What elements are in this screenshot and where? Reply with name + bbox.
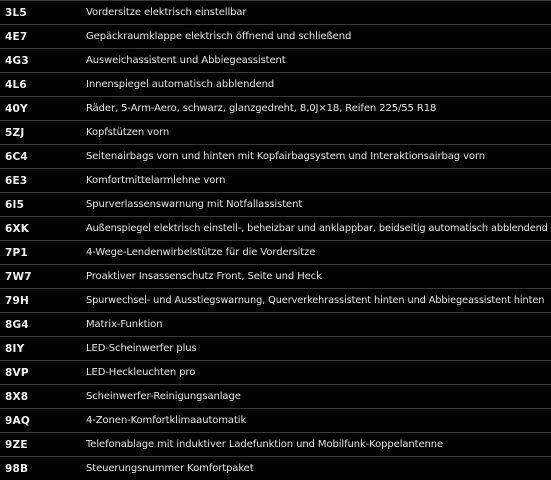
table-row: [0, 144, 551, 168]
option-description: Telefonablage mit induktiver Ladefunktion und Mobilfunk-Koppelantenne: [86, 439, 444, 450]
table-row: [0, 456, 551, 480]
table-row: [0, 72, 551, 96]
option-description: LED-Scheinwerfer plus: [86, 343, 197, 354]
option-code: 40Y: [5, 102, 28, 115]
option-description: 4-Zonen-Komfortklimaautomatik: [86, 415, 247, 426]
option-description: Gepäckraumklappe elektrisch öffnend und schließend: [86, 31, 352, 42]
option-description: Räder, 5-Arm-Aero, schwarz, glanzgedreht, 8,0J×18, Reifen 225/55 R18: [86, 103, 437, 114]
table-row: [0, 24, 551, 48]
table-row: [0, 216, 551, 240]
option-code: 9AQ: [5, 414, 30, 427]
option-code: 6E3: [5, 174, 28, 187]
table-row: [0, 336, 551, 360]
option-description: Kopfstützen vorn: [86, 127, 170, 138]
option-code: 98B: [5, 462, 29, 475]
option-description: Matrix-Funktion: [86, 319, 163, 330]
option-description: Ausweichassistent und Abbiegeassistent: [86, 55, 286, 66]
option-code: 8G4: [5, 318, 29, 331]
option-code: 8VP: [5, 366, 29, 379]
table-row: [0, 240, 551, 264]
option-code: 6I5: [5, 198, 25, 211]
table-row: [0, 192, 551, 216]
table-row: [0, 96, 551, 120]
option-description: Scheinwerfer-Reinigungsanlage: [86, 391, 241, 402]
option-code: 8X8: [5, 390, 29, 403]
option-code: 6C4: [5, 150, 28, 163]
option-code: 4G3: [5, 54, 29, 67]
option-description: Spurverlassenswarnung mit Notfallassistent: [86, 199, 303, 210]
option-code: 6XK: [5, 222, 30, 235]
option-description: Steuerungsnummer Komfortpaket: [86, 463, 254, 474]
option-code: 4E7: [5, 30, 28, 43]
option-code: 3L5: [5, 6, 27, 19]
option-description: LED-Heckleuchten pro: [86, 367, 196, 378]
table-row: [0, 48, 551, 72]
table-row: [0, 264, 551, 288]
option-code: 9ZE: [5, 438, 28, 451]
table-row: [0, 432, 551, 456]
option-description: Vordersitze elektrisch einstellbar: [86, 7, 247, 18]
option-description: Komfortmittelarmlehne vorn: [86, 175, 226, 186]
option-description: Außenspiegel elektrisch einstell-, beheizbar und anklappbar, beidseitig automatisch abblendend: [86, 223, 548, 234]
table-row: [0, 0, 551, 24]
option-code: 7P1: [5, 246, 28, 259]
table-row: [0, 384, 551, 408]
table-row: [0, 120, 551, 144]
option-description: Innenspiegel automatisch abblendend: [86, 79, 275, 90]
option-description: Proaktiver Insassenschutz Front, Seite und Heck: [86, 271, 322, 282]
option-code: 4L6: [5, 78, 27, 91]
table-row: [0, 288, 551, 312]
table-row: [0, 360, 551, 384]
table-row: [0, 312, 551, 336]
option-code: 7W7: [5, 270, 32, 283]
option-code: 5ZJ: [5, 126, 25, 139]
option-description: Spurwechsel- und Ausstiegswarnung, Querverkehrassistent hinten und Abbiegeassistent hinten: [86, 295, 545, 306]
table-row: [0, 408, 551, 432]
option-description: Seitenairbags vorn und hinten mit Kopfairbagsystem und Interaktionsairbag vorn: [86, 151, 485, 162]
option-code: 79H: [5, 294, 29, 307]
option-description: 4-Wege-Lendenwirbelstütze für die Vordersitze: [86, 247, 316, 258]
table-row: [0, 168, 551, 192]
option-code: 8IY: [5, 342, 25, 355]
